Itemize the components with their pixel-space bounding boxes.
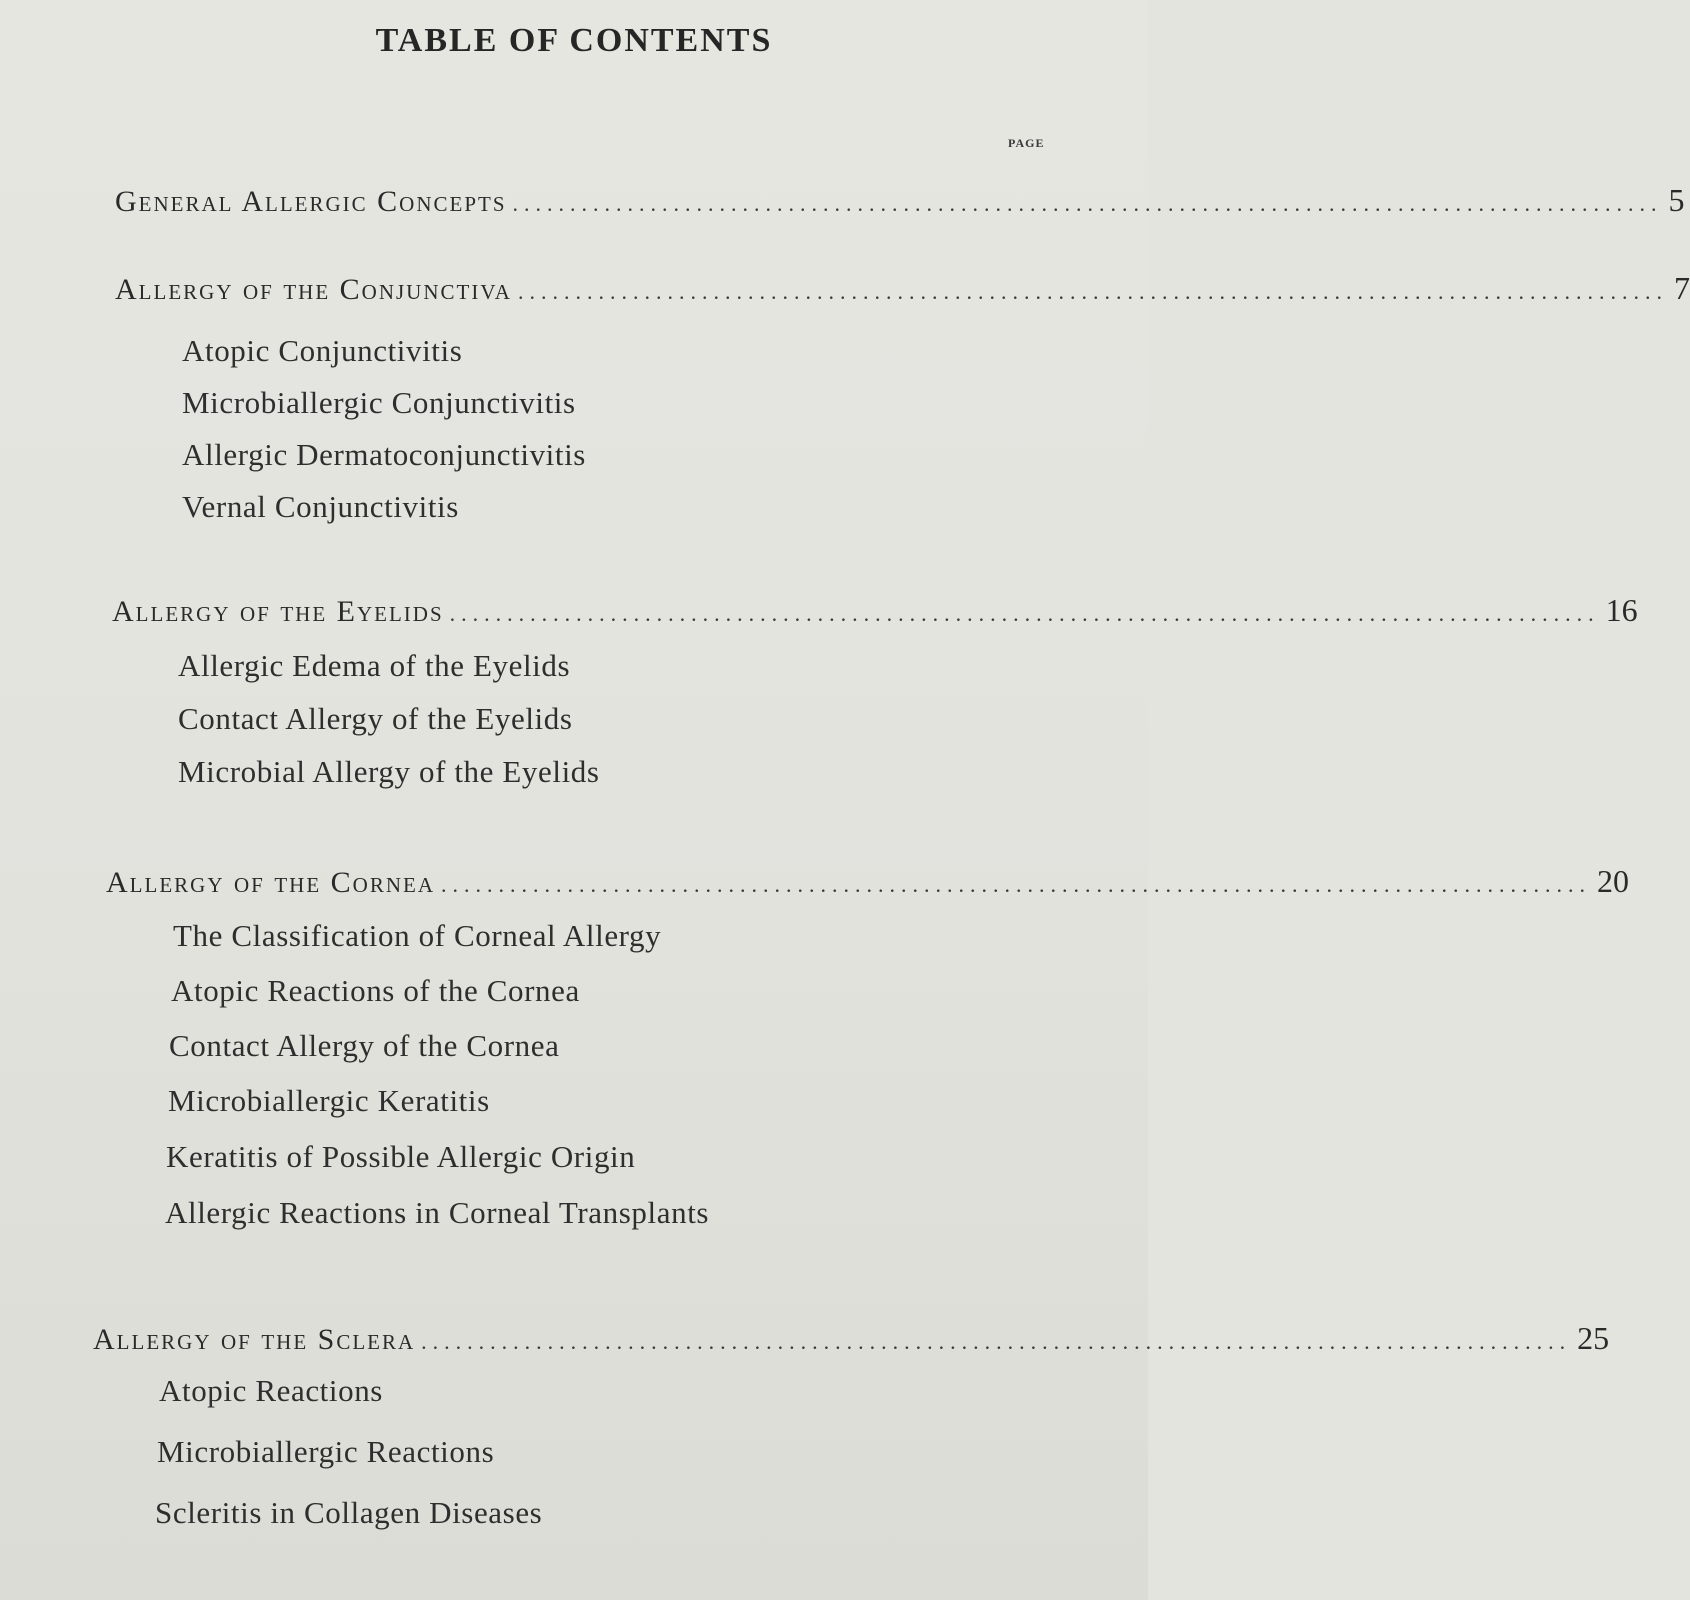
toc-section-general xyxy=(115,182,1685,219)
toc-subitem: Contact Allergy of the Cornea xyxy=(169,1028,560,1063)
section-title: General Allergic Concepts xyxy=(115,185,507,218)
section-page-number: 25 xyxy=(1577,1320,1610,1356)
toc-subitem: Microbiallergic Conjunctivitis xyxy=(182,385,576,420)
toc-subitem: Allergic Edema of the Eyelids xyxy=(178,648,571,683)
dot-leader: .................................................................................................... xyxy=(441,872,1591,897)
toc-subitem: Atopic Reactions of the Cornea xyxy=(171,973,580,1008)
section-title: Allergy of the Eyelids xyxy=(112,595,444,628)
dot-leader: .................................................................................................... xyxy=(421,1329,1572,1354)
toc-section-eyelids xyxy=(112,592,1638,629)
toc-subitem: Vernal Conjunctivitis xyxy=(182,489,459,524)
section-page-number: 20 xyxy=(1597,863,1629,899)
toc-subitem: Scleritis in Collagen Diseases xyxy=(155,1495,543,1530)
toc-subitem: Allergic Reactions in Corneal Transplants xyxy=(165,1195,710,1230)
dot-leader: .................................................................................................... xyxy=(517,279,1668,304)
toc-subitem: Microbiallergic Keratitis xyxy=(168,1083,490,1118)
page-title: TABLE OF CONTENTS xyxy=(375,22,773,59)
section-title: Allergy of the Sclera xyxy=(93,1323,416,1356)
dot-leader: .................................................................................................... xyxy=(449,601,1600,626)
toc-subitem: Atopic Reactions xyxy=(159,1373,383,1408)
toc-subitem: Microbial Allergy of the Eyelids xyxy=(178,754,600,789)
toc-subitem: The Classification of Corneal Allergy xyxy=(173,918,662,953)
section-title: Allergy of the Conjunctiva xyxy=(115,273,512,306)
page-column-label: PAGE xyxy=(1008,136,1045,150)
section-title: Allergy of the Cornea xyxy=(106,866,435,899)
toc-subitem: Allergic Dermatoconjunctivitis xyxy=(182,437,586,472)
toc-section-cornea xyxy=(106,863,1629,900)
section-page-number: 7 xyxy=(1673,270,1690,306)
toc-subitem: Atopic Conjunctivitis xyxy=(182,333,463,368)
toc-subitem: Contact Allergy of the Eyelids xyxy=(178,701,573,736)
toc-subitem: Keratitis of Possible Allergic Origin xyxy=(166,1139,636,1174)
section-page-number: 5 xyxy=(1668,182,1685,218)
toc-section-conjunctiva xyxy=(115,270,1690,307)
section-page-number: 16 xyxy=(1605,592,1638,628)
toc-section-sclera xyxy=(93,1320,1610,1357)
dot-leader: .................................................................................................... xyxy=(512,191,1663,216)
toc-subitem: Microbiallergic Reactions xyxy=(157,1434,495,1469)
